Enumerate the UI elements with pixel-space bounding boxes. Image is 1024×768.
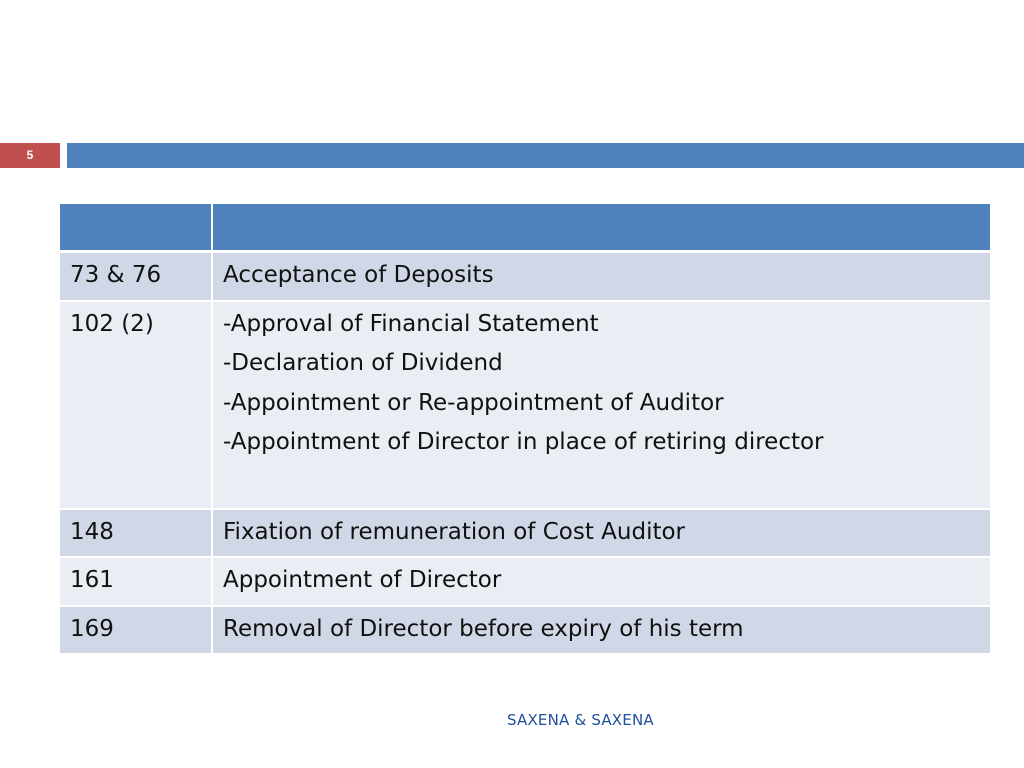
table-header-row [60, 204, 990, 252]
description-line: Appointment of Director [223, 567, 502, 593]
description-cell [212, 606, 990, 655]
description-line: -Appointment or Re-appointment of Auditor [223, 389, 724, 416]
description-line: -Declaration of Dividend [223, 350, 503, 376]
header-cell-description [212, 204, 990, 252]
section-cell: 169 [60, 606, 212, 655]
description-line: Acceptance of Deposits [223, 262, 494, 288]
slide-number: 5 [0, 143, 60, 168]
title-bar [67, 143, 1024, 168]
description-cell [212, 557, 990, 606]
description-line: Removal of Director before expiry of his term [223, 615, 744, 642]
table-row [60, 252, 990, 301]
section-cell: 73 & 76 [60, 252, 212, 301]
section-cell: 148 [60, 509, 212, 558]
description-cell [212, 252, 990, 301]
header-cell-section [60, 204, 212, 252]
description-line: Fixation of remuneration of Cost Auditor [223, 518, 685, 545]
section-cell: 161 [60, 557, 212, 606]
footer-text: SAXENA & SAXENA [507, 711, 654, 729]
description-line: -Approval of Financial Statement [223, 310, 599, 337]
description-line: -Appointment of Director in place of retiring director [223, 429, 824, 455]
sections-table [60, 204, 990, 655]
table-row [60, 606, 990, 655]
table-row [60, 509, 990, 558]
table-row [60, 557, 990, 606]
description-cell [212, 509, 990, 558]
section-cell: 102 (2) [60, 301, 212, 509]
table-row [60, 301, 990, 509]
description-cell [212, 301, 990, 509]
